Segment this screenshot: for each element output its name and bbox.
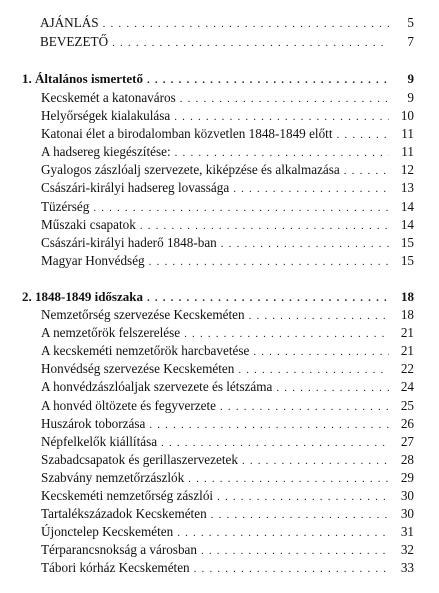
toc-title: Kecskeméti nemzetőrség zászlói [41,488,214,503]
toc-title: Császári-királyi haderő 1848-ban [41,235,217,250]
toc-entry [41,234,414,251]
toc-page-number: 31 [400,524,414,539]
leader-dots [188,471,389,488]
leader-dots [344,163,389,180]
leader-dots [201,543,389,560]
toc-page-number: 28 [400,452,414,467]
toc-title: Huszárok toborzása [41,416,146,431]
leader-dots [161,435,389,452]
toc-page-number: 14 [400,199,414,214]
toc-entry [41,324,414,341]
leader-dots [220,399,389,416]
chapter-title: 2. 1848-1849 időszaka [22,289,143,304]
toc-title: Honvédség szervezése Kecskeméten [41,361,235,376]
chapter-page-number: 9 [407,71,414,86]
toc-title: Szabadcsapatok és gerillaszervezetek [41,452,238,467]
toc-page-number: 11 [401,144,414,159]
leader-dots [149,254,389,271]
toc-entry [41,107,414,124]
toc-entry [41,451,414,468]
toc-title: BEVEZETŐ [40,34,109,49]
leader-dots [249,308,389,325]
leader-dots [242,453,389,470]
toc-page-number: 24 [400,379,414,394]
toc-page-number: 29 [400,470,414,485]
toc-title: Tábori kórház Kecskeméten [41,560,190,575]
toc-entry [41,360,414,377]
leader-dots [253,344,389,361]
toc-page-number: 9 [407,90,414,105]
toc-entry [41,306,414,323]
toc-title: Műszaki csapatok [41,217,136,232]
leader-dots [276,380,389,397]
leader-dots [175,145,389,162]
toc-entry [41,541,414,558]
toc-front-bevezeto [40,33,414,50]
toc-page-number: 15 [400,253,414,268]
toc-page-number: 32 [400,542,414,557]
toc-entry [41,469,414,486]
toc-page-number: 13 [400,180,414,195]
toc-title: Tüzérség [41,199,90,214]
leader-dots [147,72,389,89]
toc-title: A honvédzászlóaljak szervezete és létszáma [41,379,273,394]
toc-page-number: 15 [400,235,414,250]
leader-dots [337,127,389,144]
toc-title: Gyalogos zászlóalj szervezete, kiképzése és alkalmazása [41,162,340,177]
toc-page-number: 30 [400,488,414,503]
toc-title: Nemzetőrség szervezése Kecskeméten [41,307,245,322]
leader-dots [93,200,389,217]
leader-dots [238,362,389,379]
leader-dots [174,109,389,126]
toc-page-number: 21 [400,343,414,358]
toc-title: A hadsereg kiegészítése: [41,144,171,159]
toc-page-number: 25 [400,398,414,413]
toc-title: Kecskemét a katonaváros [41,90,176,105]
toc-entry [41,487,414,504]
leader-dots [103,16,389,33]
toc-title: Szabvány nemzetőrzászlók [41,470,185,485]
toc-entry [41,523,414,540]
toc-entry [41,252,414,269]
toc-entry [41,505,414,522]
toc-entry [41,433,414,450]
leader-dots [140,218,389,235]
chapter-page-number: 18 [401,289,414,304]
toc-entry [41,397,414,414]
leader-dots [233,181,389,198]
toc-entry [41,143,414,160]
toc-title: Császári-királyi hadsereg lovassága [41,180,230,195]
leader-dots [217,489,389,506]
toc-entry [41,198,414,215]
toc-entry [41,216,414,233]
toc-entry [41,179,414,196]
leader-dots [147,290,389,307]
toc-page-number: 21 [400,325,414,340]
toc-page-number: 27 [400,434,414,449]
toc-front-ajanlas [40,14,414,31]
toc-title: A honvéd öltözete és fegyverzete [41,398,217,413]
toc-title: Újonctelep Kecskeméten [41,524,174,539]
toc-entry [41,378,414,395]
toc-page-number: 26 [400,416,414,431]
leader-dots [184,326,389,343]
toc-page-number: 7 [407,34,414,49]
toc-title: Helyőrségek kialakulása [41,108,171,123]
toc-title: Tartalékszázadok Kecskeméten [41,506,207,521]
leader-dots [211,507,389,524]
toc-title: AJÁNLÁS [40,15,99,30]
leader-dots [149,417,389,434]
toc-entry [41,415,414,432]
toc-chapter-2 [22,288,414,305]
toc-title: Katonai élet a birodalomban közvetlen 1848-1849 előtt [41,126,333,141]
toc-entry [41,125,414,142]
toc-page-number: 33 [400,560,414,575]
leader-dots [177,525,389,542]
toc-title: Népfelkelők kiállítása [41,434,158,449]
leader-dots [112,35,389,52]
leader-dots [180,91,389,108]
toc-page-number: 22 [400,361,414,376]
toc-entry [41,89,414,106]
chapter-title: 1. Általános ismertető [22,71,143,86]
toc-page-number: 18 [400,307,414,322]
leader-dots [194,561,389,578]
toc-entry [41,342,414,359]
toc-title: Térparancsnokság a városban [41,542,197,557]
toc-page-number: 12 [400,162,414,177]
toc-page-number: 5 [407,15,414,30]
toc-page-number: 14 [400,217,414,232]
toc-title: Magyar Honvédség [41,253,145,268]
leader-dots [221,236,389,253]
toc-entry [41,559,414,576]
toc-title: A nemzetőrök felszerelése [41,325,181,340]
toc-title: A kecskeméti nemzetőrök harcbavetése [41,343,250,358]
toc-page-number: 30 [400,506,414,521]
toc-page-number: 11 [401,126,414,141]
toc-entry [41,161,414,178]
toc-chapter-1 [22,70,414,87]
toc-page-number: 10 [400,108,414,123]
